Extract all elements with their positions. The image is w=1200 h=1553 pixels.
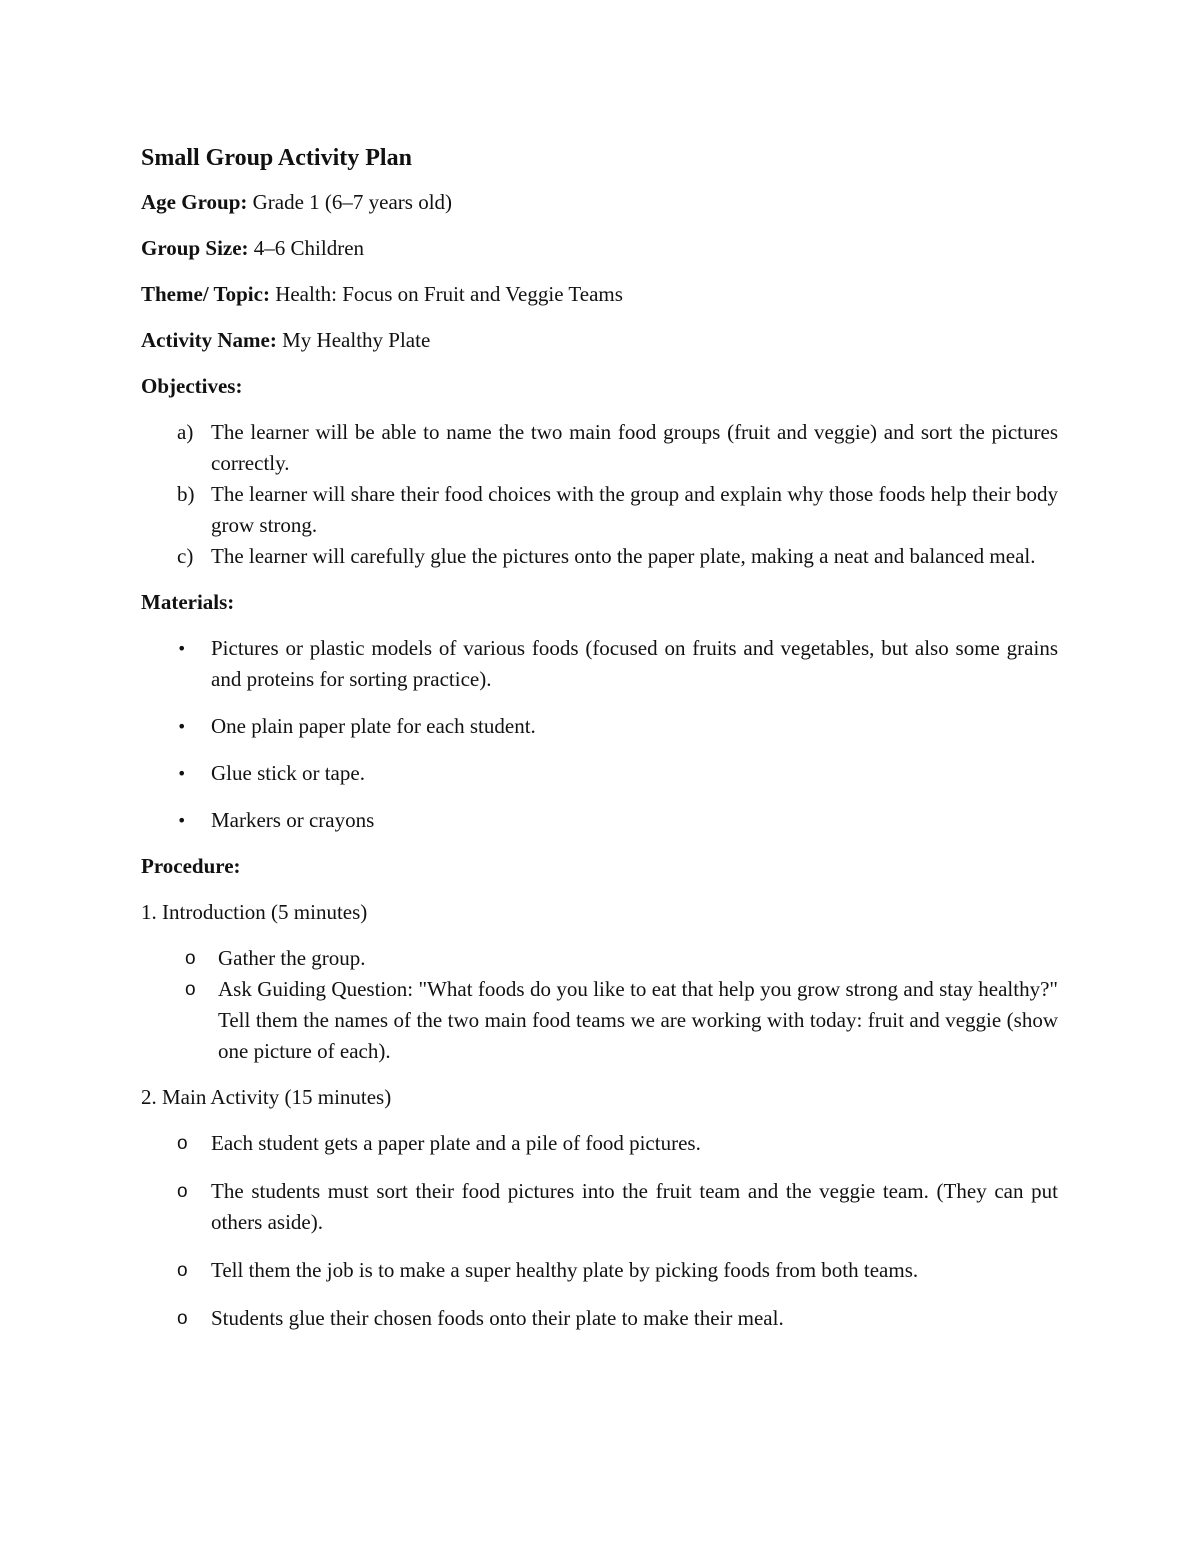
material-text: Glue stick or tape. (211, 761, 365, 785)
circle-bullet-icon: o (185, 979, 196, 1000)
age-group-field (141, 187, 1058, 218)
objective-marker: b) (177, 482, 195, 506)
materials-heading: Materials: (141, 590, 235, 614)
procedure-step-main-activity: 2. Main Activity (15 minutes) (141, 1085, 392, 1109)
age-group-label: Age Group: (141, 190, 248, 214)
circle-bullet-icon: o (177, 1133, 188, 1154)
circle-bullet-icon: o (177, 1308, 188, 1329)
objective-text: The learner will share their food choices with the group and explain why those foods help their body grow strong. (211, 482, 1058, 537)
circle-bullet-icon: o (177, 1181, 188, 1202)
bullet-icon: • (177, 764, 187, 783)
age-group-value: Grade 1 (6–7 years old) (252, 190, 453, 214)
procedure-item (141, 1255, 1058, 1286)
procedure-text: Gather the group. (218, 946, 366, 970)
introduction-list (141, 943, 1058, 1067)
objectives-heading: Objectives: (141, 374, 243, 398)
group-size-label: Group Size: (141, 236, 249, 260)
main-activity-list (141, 1128, 1058, 1334)
objective-item (141, 417, 1058, 479)
group-size-value: 4–6 Children (253, 236, 365, 260)
material-text: Pictures or plastic models of various foods (focused on fruits and vegetables, but also some grains and proteins for sorting practice). (211, 636, 1058, 691)
objective-marker: a) (177, 420, 194, 444)
procedure-text: Students glue their chosen foods onto their plate to make their meal. (211, 1306, 784, 1330)
theme-topic-label: Theme/ Topic: (141, 282, 270, 306)
objective-text: The learner will be able to name the two main food groups (fruit and veggie) and sort the pictures correctly. (211, 420, 1058, 475)
document-page (141, 140, 1058, 1351)
group-size-field (141, 233, 1058, 264)
activity-name-value: My Healthy Plate (282, 328, 431, 352)
procedure-text: Tell them the job is to make a super healthy plate by picking foods from both teams. (211, 1258, 919, 1282)
bullet-icon: • (177, 717, 187, 736)
material-text: Markers or crayons (211, 808, 375, 832)
material-item (141, 633, 1058, 695)
procedure-text: Each student gets a paper plate and a pile of food pictures. (211, 1131, 701, 1155)
material-item (141, 711, 1058, 742)
procedure-text: The students must sort their food pictures into the fruit team and the veggie team. (They can put others aside). (211, 1179, 1058, 1234)
objective-marker: c) (177, 544, 194, 568)
procedure-item (141, 1128, 1058, 1159)
materials-list (141, 633, 1058, 836)
procedure-item (141, 943, 1058, 974)
procedure-item (141, 1176, 1058, 1238)
objective-item (141, 479, 1058, 541)
bullet-icon: • (177, 811, 187, 830)
procedure-text: Ask Guiding Question: "What foods do you like to eat that help you grow strong and stay healthy?" Tell them the names of the two main food teams we are working with today: fruit and veggie (show one picture of each). (218, 977, 1058, 1063)
material-text: One plain paper plate for each student. (211, 714, 536, 738)
procedure-heading: Procedure: (141, 854, 241, 878)
activity-name-field (141, 325, 1058, 356)
objective-text: The learner will carefully glue the pictures onto the paper plate, making a neat and balanced meal. (211, 544, 1036, 568)
circle-bullet-icon: o (177, 1260, 188, 1281)
theme-topic-value: Health: Focus on Fruit and Veggie Teams (275, 282, 623, 306)
procedure-step-introduction: 1. Introduction (5 minutes) (141, 900, 368, 924)
document-title: Small Group Activity Plan (141, 145, 412, 171)
procedure-item (141, 974, 1058, 1067)
material-item (141, 758, 1058, 789)
bullet-icon: • (177, 639, 187, 658)
material-item (141, 805, 1058, 836)
theme-topic-field (141, 279, 1058, 310)
objectives-list (141, 417, 1058, 572)
activity-name-label: Activity Name: (141, 328, 277, 352)
procedure-item (141, 1303, 1058, 1334)
circle-bullet-icon: o (185, 948, 196, 969)
objective-item (141, 541, 1058, 572)
